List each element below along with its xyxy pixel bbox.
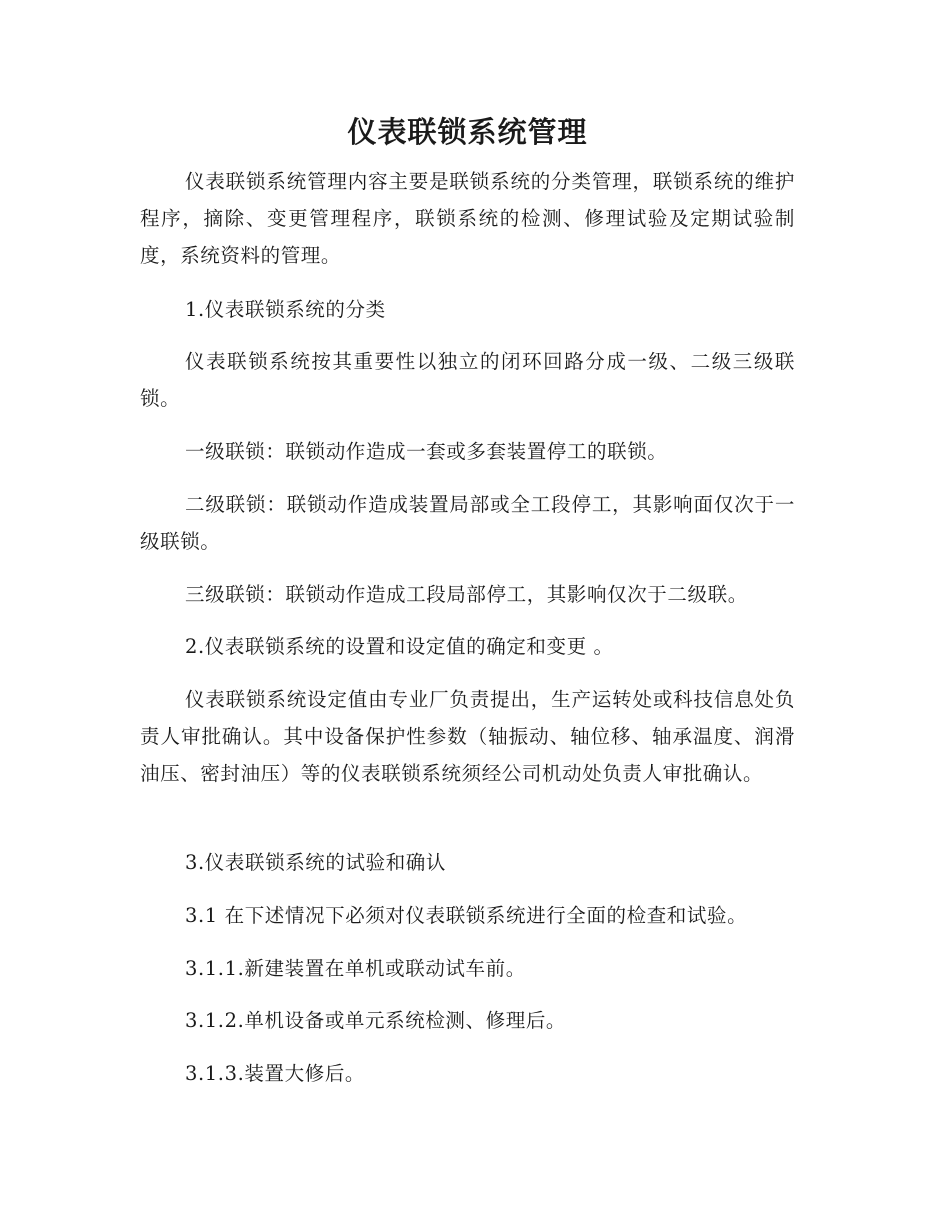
paragraph-3-1: 3.1 在下述情况下必须对仪表联锁系统进行全面的检查和试验。 [185,904,748,927]
document-title: 仪表联锁系统管理 [347,115,588,149]
paragraph-intro: 仪表联锁系统管理内容主要是联锁系统的分类管理，联锁系统的维护程序，摘除、变更管理程序，联锁系统的检测、修理试验及定期试验制度，系统资料的管理。 [140,170,795,267]
paragraph-3-1-3: 3.1.3.装置大修后。 [185,1062,366,1085]
paragraph-level-3: 三级联锁：联锁动作造成工段局部停工，其影响仅次于二级联。 [185,583,748,606]
heading-section-1: 1.仪表联锁系统的分类 [185,298,386,321]
paragraph-level-2: 二级联锁：联锁动作造成装置局部或全工段停工，其影响面仅次于一级联锁。 [140,493,795,553]
paragraph-3-1-2: 3.1.2.单机设备或单元系统检测、修理后。 [185,1009,567,1032]
paragraph-setpoint: 仪表联锁系统设定值由专业厂负责提出，生产运转处或科技信息处负责人审批确认。其中设备保护性参数（轴振动、轴位移、轴承温度、润滑油压、密封油压）等的仪表联锁系统须经公司机动处负责人审批确认。 [140,688,795,785]
paragraph-level-1: 一级联锁：联锁动作造成一套或多套装置停工的联锁。 [185,440,668,463]
paragraph-classification: 仪表联锁系统按其重要性以独立的闭环回路分成一级、二级三级联锁。 [140,350,795,410]
paragraph-3-1-1: 3.1.1.新建装置在单机或联动试车前。 [185,957,526,980]
heading-section-2: 2.仪表联锁系统的设置和设定值的确定和变更 。 [185,635,614,658]
heading-section-3: 3.仪表联锁系统的试验和确认 [185,851,447,874]
